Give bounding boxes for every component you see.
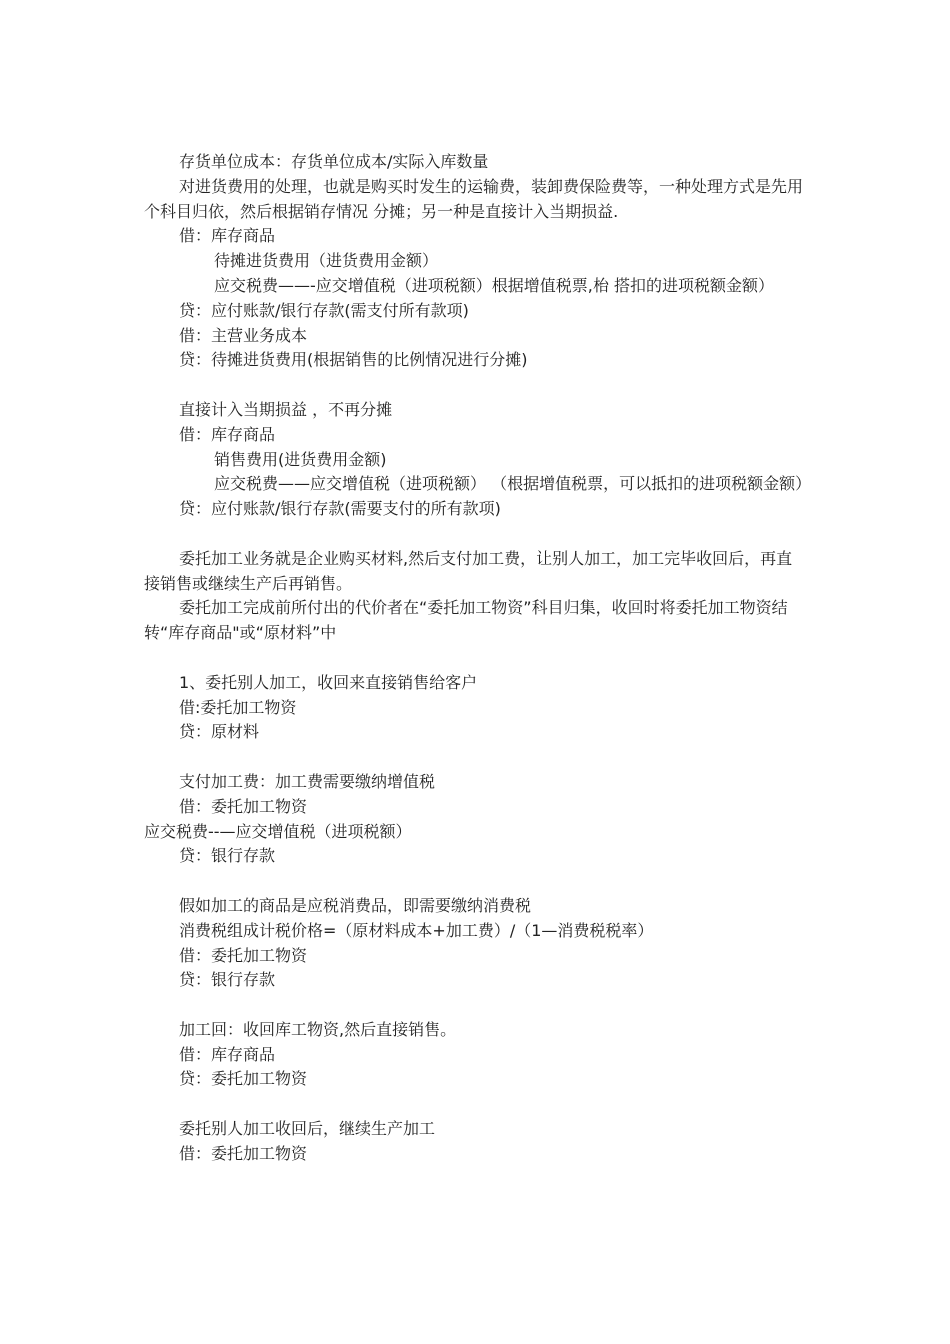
paragraph: 应交税费——应交增值税（进项税额） （根据增值税票，可以抵扣的进项税额金额） bbox=[214, 474, 812, 494]
blank-line bbox=[144, 993, 804, 1018]
text-line: 借：库存商品 bbox=[179, 226, 276, 246]
paragraph: 应交税费——-应交增值税（进项税额）根据增值税票,枱 搭扣的进项税额金额） bbox=[214, 275, 774, 295]
text-line: 应交税费--—应交增值税（进项税额） bbox=[144, 821, 412, 841]
blank-line bbox=[144, 869, 804, 894]
document-body bbox=[144, 150, 812, 1167]
text-line: 贷：银行存款 bbox=[179, 846, 276, 866]
text-line: 消费税组成计税价格=（原材料成本+加工费）/（1—消费税税率） bbox=[179, 920, 654, 940]
blank-line bbox=[144, 646, 804, 671]
blank-line bbox=[144, 745, 804, 770]
blank-line bbox=[144, 373, 804, 398]
text-line: 直接计入当期损益 ，不再分摊 bbox=[179, 399, 393, 419]
text-line: 借：委托加工物资 bbox=[179, 796, 308, 816]
text-line: 存货单位成本：存货单位成本/实际入库数量 bbox=[179, 152, 489, 171]
text-line: 待摊进货费用（进货费用金额） bbox=[214, 251, 439, 271]
text-line: 借：委托加工物资 bbox=[179, 945, 308, 965]
text-line: 加工回：收回库工物资,然后直接销售。 bbox=[179, 1019, 457, 1039]
text-line: 借：库存商品 bbox=[179, 1044, 276, 1064]
text-line: 贷：应付账款/银行存款(需支付所有款项) bbox=[179, 300, 469, 320]
paragraph: 对进货费用的处理，也就是购买时发生的运输费，装卸费保险费等，一种处理方式是先用个科目归依，然后根据销存情况 分摊；另一种是直接计入当期损益. bbox=[144, 176, 804, 221]
text-line: 贷：应付账款/银行存款(需要支付的所有款项) bbox=[179, 499, 501, 519]
blank-line bbox=[144, 522, 804, 547]
text-line: 委托别人加工收回后，继续生产加工 bbox=[179, 1119, 436, 1139]
blank-line bbox=[144, 1092, 804, 1117]
text-line: 借：主营业务成本 bbox=[179, 325, 308, 345]
text-line: 贷：银行存款 bbox=[179, 970, 276, 990]
text-line: 假如加工的商品是应税消费品，即需要缴纳消费税 bbox=[179, 895, 532, 915]
paragraph: 委托加工业务就是企业购买材料,然后支付加工费，让别人加工，加工完毕收回后，再直接销售或继续生产后再销售。 bbox=[144, 548, 793, 593]
text-line: 贷：待摊进货费用(根据销售的比例情况进行分摊) bbox=[179, 350, 528, 370]
paragraph: 委托加工完成前所付出的代价者在“委托加工物资”科目归集，收回时将委托加工物资结转“库存商品"或“原材料”中 bbox=[144, 598, 788, 643]
text-line: 借：委托加工物资 bbox=[179, 1143, 308, 1163]
text-line: 销售费用(进货费用金额) bbox=[214, 449, 387, 469]
text-line: 支付加工费：加工费需要缴纳增值税 bbox=[179, 771, 436, 791]
text-line: 贷：原材料 bbox=[179, 722, 260, 742]
text-line: 贷：委托加工物资 bbox=[179, 1069, 308, 1089]
text-line: 借:委托加工物资 bbox=[179, 697, 297, 717]
text-line: 借：库存商品 bbox=[179, 424, 276, 444]
text-line: 1、委托别人加工，收回来直接销售给客户 bbox=[179, 672, 478, 692]
